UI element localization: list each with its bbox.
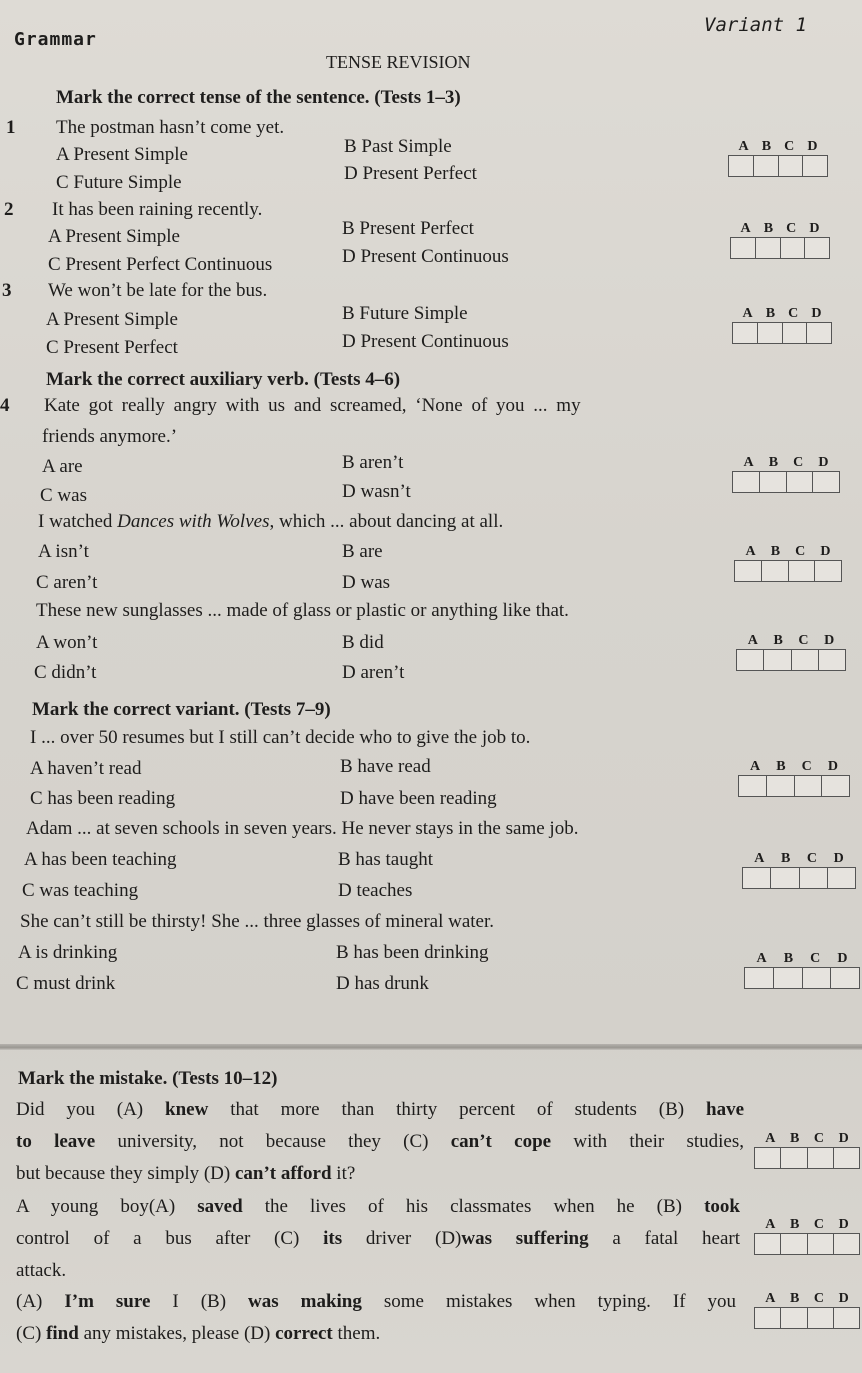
- answer-box[interactable]: A B C D: [744, 952, 860, 989]
- instruction-tests-1-3: Mark the correct tense of the sentence. (Tests 1–3): [56, 87, 461, 108]
- question-text: We won’t be late for the bus.: [48, 280, 268, 301]
- option-c[interactable]: C Present Perfect: [46, 337, 178, 358]
- option-c[interactable]: C aren’t: [36, 572, 98, 593]
- option-a[interactable]: A Present Simple: [48, 226, 180, 247]
- question-text: These new sunglasses ... made of glass or plastic or anything like that.: [36, 600, 569, 621]
- option-b[interactable]: B Present Perfect: [342, 218, 474, 239]
- option-b[interactable]: B aren’t: [342, 452, 404, 473]
- option-c[interactable]: C must drink: [16, 973, 116, 994]
- answer-box[interactable]: A B C D: [754, 1132, 860, 1169]
- answer-box[interactable]: A B C D: [754, 1292, 860, 1329]
- option-d[interactable]: D have been reading: [340, 788, 497, 809]
- variant-label: Variant 1: [704, 14, 807, 36]
- question-text-line-2: friends anymore.’: [42, 426, 178, 447]
- option-b[interactable]: B are: [342, 541, 383, 562]
- option-d[interactable]: D wasn’t: [342, 481, 411, 502]
- question-text: She can’t still be thirsty! She ... three glasses of mineral water.: [20, 911, 495, 932]
- instruction-tests-10-12: Mark the mistake. (Tests 10–12): [18, 1068, 278, 1089]
- question-number: 2: [4, 199, 14, 220]
- instruction-tests-7-9: Mark the correct variant. (Tests 7–9): [32, 699, 331, 720]
- question-number: 1: [6, 117, 16, 138]
- answer-box[interactable]: A B C D: [728, 140, 828, 177]
- option-c[interactable]: C was teaching: [22, 880, 139, 901]
- answer-box[interactable]: A B C D: [730, 222, 830, 259]
- answer-box[interactable]: A B C D: [734, 545, 842, 582]
- answer-box[interactable]: A B C D: [754, 1218, 860, 1255]
- option-a[interactable]: A has been teaching: [24, 849, 177, 870]
- option-d[interactable]: D has drunk: [336, 973, 429, 994]
- option-a[interactable]: A haven’t read: [30, 758, 142, 779]
- question-text-line-1: Kate got really angry with us and screamed, ‘None of you ... my: [44, 395, 581, 416]
- option-d[interactable]: D Present Continuous: [342, 246, 509, 267]
- question-text: The postman hasn’t come yet.: [56, 117, 285, 138]
- question-number: 4: [0, 395, 10, 416]
- option-c[interactable]: C was: [40, 485, 87, 506]
- option-d[interactable]: D was: [342, 572, 391, 593]
- option-b[interactable]: B did: [342, 632, 384, 653]
- question-text: It has been raining recently.: [52, 199, 263, 220]
- option-a[interactable]: A Present Simple: [56, 144, 188, 165]
- answer-box[interactable]: A B C D: [732, 456, 840, 493]
- option-a[interactable]: A Present Simple: [46, 309, 178, 330]
- page-title: TENSE REVISION: [326, 52, 471, 72]
- question-text: I ... over 50 resumes but I still can’t decide who to give the job to.: [30, 727, 531, 748]
- answer-box[interactable]: A B C D: [732, 307, 832, 344]
- answer-box[interactable]: A B C D: [738, 760, 850, 797]
- option-b[interactable]: B Future Simple: [342, 303, 468, 324]
- option-c[interactable]: C Future Simple: [56, 172, 182, 193]
- option-b[interactable]: B has been drinking: [336, 942, 489, 963]
- section-divider: [0, 1044, 862, 1050]
- option-b[interactable]: B Past Simple: [344, 136, 452, 157]
- option-d[interactable]: D teaches: [338, 880, 413, 901]
- option-b[interactable]: B has taught: [338, 849, 433, 870]
- question-text: Adam ... at seven schools in seven years. He never stays in the same job.: [26, 818, 579, 839]
- option-a[interactable]: A isn’t: [38, 541, 89, 562]
- option-a[interactable]: A won’t: [36, 632, 98, 653]
- option-c[interactable]: C Present Perfect Continuous: [48, 254, 273, 275]
- answer-box[interactable]: A B C D: [736, 634, 846, 671]
- option-c[interactable]: C didn’t: [34, 662, 97, 683]
- question-number: 3: [2, 280, 12, 301]
- option-c[interactable]: C has been reading: [30, 788, 176, 809]
- question-text: I watched Dances with Wolves, which ... about dancing at all.: [38, 511, 504, 532]
- option-d[interactable]: D aren’t: [342, 662, 405, 683]
- option-a[interactable]: A is drinking: [18, 942, 118, 963]
- answer-box[interactable]: A B C D: [742, 852, 856, 889]
- section-label: Grammar: [14, 29, 97, 50]
- question-12-text: (A) I’m sure I (B) was making some mistakes when typing. If you (C) find any mistakes, please (D) correct them.: [16, 1291, 737, 1344]
- option-b[interactable]: B have read: [340, 756, 431, 777]
- instruction-tests-4-6: Mark the correct auxiliary verb. (Tests 4–6): [46, 369, 401, 390]
- option-a[interactable]: A are: [42, 456, 83, 477]
- question-10-text: Did you (A) knew that more than thirty percent of students (B) have to leave university, not because they (C) can’t cope with their studies, but because they simply (D) can’t afford it?: [16, 1099, 744, 1184]
- question-11-text: A young boy(A) saved the lives of his classmates when he (B) took control of a bus after (C) its driver (D)was suffering a fatal heart attack.: [16, 1196, 740, 1281]
- option-d[interactable]: D Present Perfect: [344, 163, 477, 184]
- option-d[interactable]: D Present Continuous: [342, 331, 509, 352]
